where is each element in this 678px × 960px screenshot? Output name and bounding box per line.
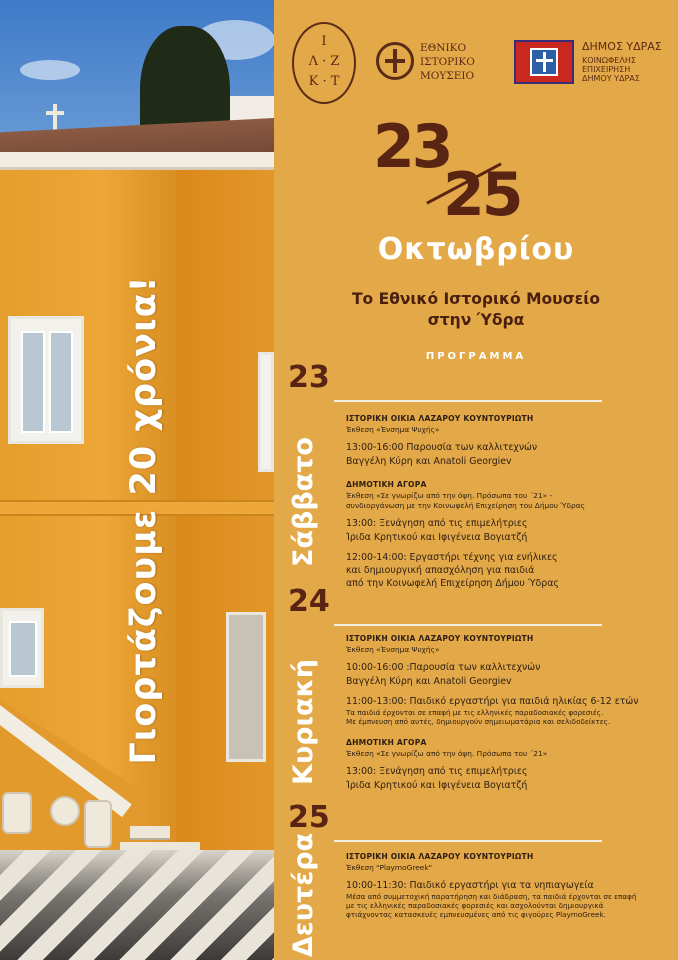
day-number: 23: [288, 360, 330, 395]
slogan: Γιορτάζουμε 20 χρόνια!: [124, 275, 164, 765]
event-detail: Ίριδα Κρητικού και Ιφιγένεια Βογιατζή: [346, 780, 528, 791]
subtitle-line-1: Το Εθνικό Ιστορικό Μουσείο: [351, 290, 600, 308]
marble-relief: [84, 800, 112, 848]
day-name: Σάββατο: [288, 437, 319, 567]
divider: [334, 624, 602, 626]
exhibition: Έκθεση "PlaymoGreek": [346, 863, 433, 872]
museum-logo-text: [420, 41, 475, 83]
seal-letter: Ι: [321, 34, 327, 49]
day-schedule: [346, 852, 672, 919]
day-schedule: [346, 414, 672, 590]
exhibition: Έκθεση «Ένσημα Ψυχής»: [346, 645, 440, 654]
door: [226, 612, 266, 762]
exhibition: Έκθεση «Σε γνωρίζω από την όψη. Πρόσωπα του ΄21» -: [346, 491, 553, 500]
venue: ΙΣΤΟΡΙΚΗ ΟΙΚΙΑ ΛΑΖΑΡΟΥ ΚΟΥΝΤΟΥΡΙΩΤΗ: [346, 852, 534, 861]
hydra-flag-icon: [514, 40, 574, 84]
venue: ΔΗΜΟΤΙΚΗ ΑΓΟΡΑ: [346, 480, 427, 489]
venue: ΙΣΤΟΡΙΚΗ ΟΙΚΙΑ ΛΑΖΑΡΟΥ ΚΟΥΝΤΟΥΡΙΩΤΗ: [346, 414, 534, 423]
seal-letter: Λ · Ζ: [308, 54, 340, 69]
municipality-sub-line: ΔΗΜΟΥ ΥΔΡΑΣ: [582, 74, 640, 83]
program-panel: [274, 0, 678, 960]
municipality-sub: [582, 56, 640, 83]
subtitle: [274, 289, 678, 331]
event-note: Μέσα από συμμετοχική παρατήρηση και διάδραση, τα παιδιά έρχονται σε επαφή: [346, 892, 637, 901]
event-detail: Βαγγέλη Κύρη και Anatoli Georgiev: [346, 676, 512, 687]
exhibition: Έκθεση «Ένσημα Ψυχής»: [346, 425, 440, 434]
museum-line: ΜΟΥΣΕΙΟ: [420, 70, 475, 82]
museum-emblem-icon: [376, 42, 414, 80]
roof-eave: [0, 152, 274, 170]
marble-relief: [2, 792, 32, 834]
window: [8, 316, 84, 444]
cloud: [20, 60, 80, 80]
event-note: με τις ελληνικές παραδοσιακές φορεσιές και ασχολούνται δημιουργικά: [346, 901, 604, 910]
venue: ΔΗΜΟΤΙΚΗ ΑΓΟΡΑ: [346, 738, 427, 747]
program-label: ΠΡΟΓΡΑΜΜΑ: [425, 351, 527, 362]
municipality-name: ΔΗΜΟΣ ΥΔΡΑΣ: [582, 40, 662, 53]
exhibition: συνδιοργάνωση με την Κοινωφελή Επιχείρηση του Δήμου Ύδρας: [346, 501, 585, 510]
museum-line: ΙΣΤΟΡΙΚΟ: [420, 56, 475, 68]
date-end: 25: [443, 160, 521, 230]
date-start: 23: [373, 112, 451, 182]
window: [0, 608, 44, 688]
seal-logo: [292, 22, 356, 104]
window: [258, 352, 274, 472]
event-note: Τα παιδιά έρχονται σε επαφή με τις ελληνικές παραδοσιακές φορεσιές.: [346, 708, 604, 717]
day-number: 24: [288, 584, 330, 619]
event-note: Με έμπνευση από αυτές, δημιουργούν σημειωματάρια και σελιδοδείκτες.: [346, 717, 611, 726]
municipality-sub-line: ΕΠΙΧΕΙΡΗΣΗ: [582, 65, 631, 74]
event-note: φτιάχνοντας κατασκευές εμπνευσμένες από τις φιγούρες PlaymoGreek.: [346, 910, 606, 919]
logo-row: [292, 22, 662, 104]
day-number: 25: [288, 800, 330, 835]
marble-relief: [50, 796, 80, 826]
day-name: Δευτέρα: [288, 832, 319, 958]
day-schedule: [346, 634, 672, 792]
event-time: 10:00-11:30: Παιδικό εργαστήρι για τα νηπιαγωγεία: [346, 880, 594, 891]
subtitle-line-2: στην Ύδρα: [427, 311, 525, 329]
event-detail: Ίριδα Κρητικού και Ιφιγένεια Βογιατζή: [346, 532, 528, 543]
seal-letter: Κ · Τ: [308, 74, 340, 89]
municipality-sub-line: ΚΟΙΝΩΦΕΛΗΣ: [582, 56, 636, 65]
event-time: 10:00-16:00 :Παρουσία των καλλιτεχνών: [346, 662, 541, 673]
event-time: 13:00-16:00 Παρουσία των καλλιτεχνών: [346, 442, 538, 453]
event-detail: και δημιουργική απασχόληση για παιδιά: [346, 565, 535, 576]
event-time: 13:00: Ξενάγηση από τις επιμελήτριες: [346, 766, 528, 777]
event-time: 12:00-14:00: Εργαστήρι τέχνης για ενήλικες: [346, 552, 558, 563]
day-name: Κυριακή: [288, 659, 319, 785]
event-detail: Βαγγέλη Κύρη και Anatoli Georgiev: [346, 456, 512, 467]
exhibition: Έκθεση «Σε γνωρίζω από την όψη. Πρόσωπα του ΄21»: [346, 749, 548, 758]
venue: ΙΣΤΟΡΙΚΗ ΟΙΚΙΑ ΛΑΖΑΡΟΥ ΚΟΥΝΤΟΥΡΙΩΤΗ: [346, 634, 534, 643]
event-time: 11:00-13:00: Παιδικό εργαστήρι για παιδιά ηλικίας 6-12 ετών: [346, 696, 639, 707]
floor-highlight: [0, 850, 274, 960]
month: Οκτωβρίου: [377, 232, 575, 267]
divider: [334, 400, 602, 402]
divider: [334, 840, 602, 842]
event-detail: από την Κοινωφελή Επιχείρηση Δήμου Ύδρας: [346, 578, 559, 589]
museum-line: ΕΘΝΙΚΟ: [420, 42, 467, 54]
event-time: 13:00: Ξενάγηση από τις επιμελήτριες: [346, 518, 528, 529]
building-photo: [0, 0, 274, 960]
